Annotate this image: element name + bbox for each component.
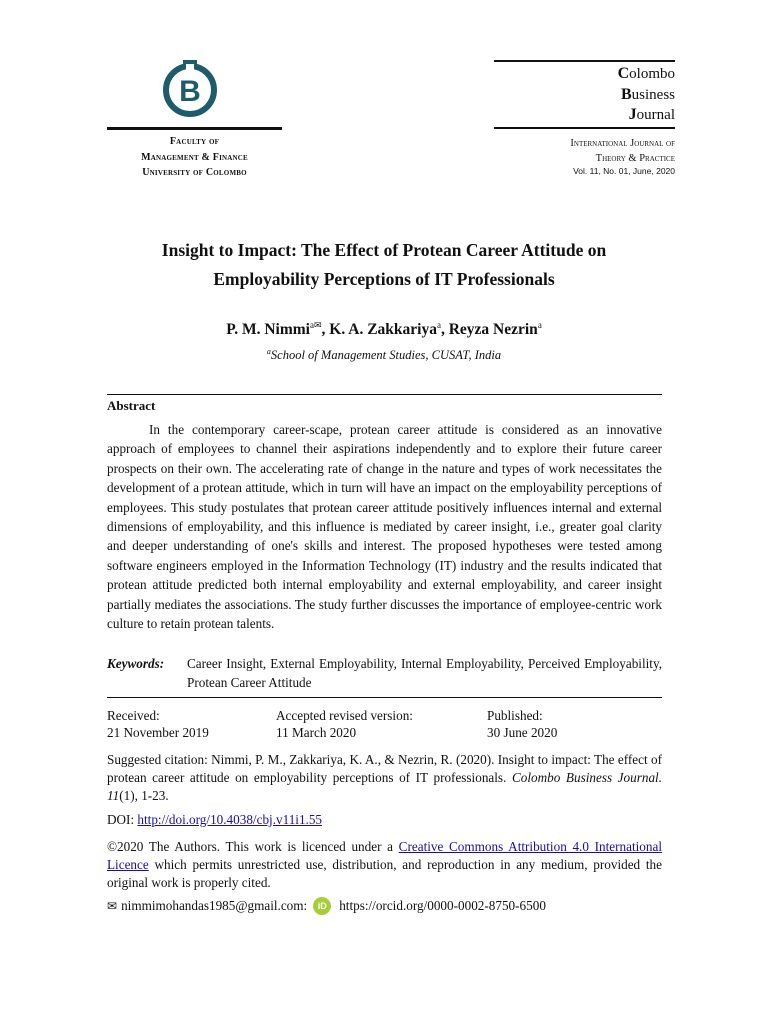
journal-name-line: Business <box>620 85 675 103</box>
abstract-body <box>107 420 662 633</box>
author-name: P. M. Nimmi <box>226 321 310 339</box>
author-name: K. A. Zakkariya <box>329 321 437 339</box>
envelope-icon: ✉ <box>314 320 322 330</box>
published-date: 30 June 2020 <box>487 725 558 740</box>
journal-name-line: Journal <box>628 106 675 123</box>
envelope-icon: ✉ <box>107 898 118 913</box>
license-text-after: which permits unrestricted use, distribution, and reproduction in any medium, provided the original work is properly cited. <box>107 857 663 890</box>
logo-letter: B <box>179 75 201 108</box>
received-block <box>107 707 209 741</box>
abstract-text: In the contemporary career-scape, protean career attitude is considered as an innovative approach of employees to channel their aspirations independently and to explore their future career prospects on their own. The accelerating rate of change in the nature and types of work necessitates the development of a protean attitude, which in turn will have an impact on the employability perceptions of employees. This study postulates that protean career attitude positively influences internal and external dimensions of employability, and this influence is mediated by career insight, i.e., greater goal clarity and deeper understanding of one's skills and interest. The proposed hypotheses were tested among software engineers employed in the Information Technology (IT) industry and the results indicated that protean attitude predicted both internal employability and external employability, and career insight partially mediates the associations. The study further discusses the importance of employee-centric work culture to retain protean talents. <box>107 422 662 632</box>
keywords <box>107 654 662 693</box>
journal-subtitle-line: International Journal of <box>570 138 675 149</box>
title-line: Insight to Impact: The Effect of Protean Career Attitude on <box>161 240 607 260</box>
header-left-rule <box>107 127 282 130</box>
faculty-block <box>107 134 282 181</box>
author-email[interactable]: nimmimohandas1985@gmail.com: <box>121 898 308 913</box>
journal-name-line: Colombo <box>617 65 675 82</box>
keywords-label: Keywords: <box>107 656 165 671</box>
contact-line <box>107 897 546 915</box>
faculty-line: Faculty of <box>169 136 220 147</box>
accepted-block <box>276 707 413 741</box>
faculty-line: Management & Finance <box>141 151 248 163</box>
affil-text: School of Management Studies, CUSAT, India <box>270 348 502 363</box>
orcid-url[interactable]: https://orcid.org/0000-0002-8750-6500 <box>339 898 546 913</box>
keywords-text: Career Insight, External Employability, Internal Employability, Perceived Employability, Protean Career Attitude <box>187 656 662 691</box>
author-name: Reyza Nezrin <box>448 321 538 339</box>
accepted-date: 11 March 2020 <box>276 725 357 740</box>
doi-link[interactable]: http://doi.org/10.4038/cbj.v11i1.55 <box>137 812 323 827</box>
journal-logo <box>158 56 222 120</box>
license-text-before: ©2020 The Authors. This work is licenced under a <box>107 839 393 854</box>
license-statement <box>107 838 662 892</box>
author-affil-mark: a <box>310 320 314 330</box>
published-block <box>487 707 557 741</box>
citation-volume: 11 <box>107 788 120 803</box>
journal-subtitle-line: Theory & Practice <box>595 153 675 164</box>
journal-subtitle <box>570 136 675 166</box>
abstract-top-rule <box>107 394 662 395</box>
orcid-icon: iD <box>313 897 331 915</box>
doi-label: DOI: <box>107 812 135 827</box>
author-affil-mark: a <box>537 320 542 330</box>
suggested-citation <box>107 751 662 805</box>
paper-title <box>80 236 688 294</box>
citation-journal: Colombo Business Journal. <box>511 770 662 785</box>
published-label: Published: <box>487 708 543 723</box>
title-line: Employability Perceptions of IT Professionals <box>213 269 555 289</box>
affil-mark: a <box>266 347 271 356</box>
header-right-rule-top <box>494 60 675 62</box>
accepted-label: Accepted revised version: <box>276 708 413 723</box>
affiliation <box>80 347 688 363</box>
header-right-rule-bottom <box>494 127 675 129</box>
author-list: P. M. Nimmi$^{a✉}$, K. A. Zakkariya$^a$, Reyza Nezrin$^a$ <box>226 320 542 339</box>
abstract-bottom-rule <box>107 697 662 698</box>
abstract-heading: Abstract <box>107 398 156 413</box>
citation-text: Suggested citation: Nimmi, P. M., Zakkariya, K. A., & Nezrin, R. (2020). Insight to impact: The effect of protean career attitude on employability perceptions of IT professionals. <box>107 752 662 785</box>
doi-line <box>107 811 662 829</box>
journal-name <box>618 64 675 126</box>
received-label: Received: <box>107 708 160 723</box>
author-affil-mark: a <box>436 320 441 330</box>
received-date: 21 November 2019 <box>107 725 209 740</box>
faculty-line: University of Colombo <box>142 167 247 178</box>
license-link[interactable]: Creative Commons Attribution 4.0 International Licence <box>107 839 662 872</box>
journal-volume: Vol. 11, No. 01, June, 2020 <box>573 166 675 176</box>
citation-rest: (1), 1-23. <box>119 788 169 803</box>
